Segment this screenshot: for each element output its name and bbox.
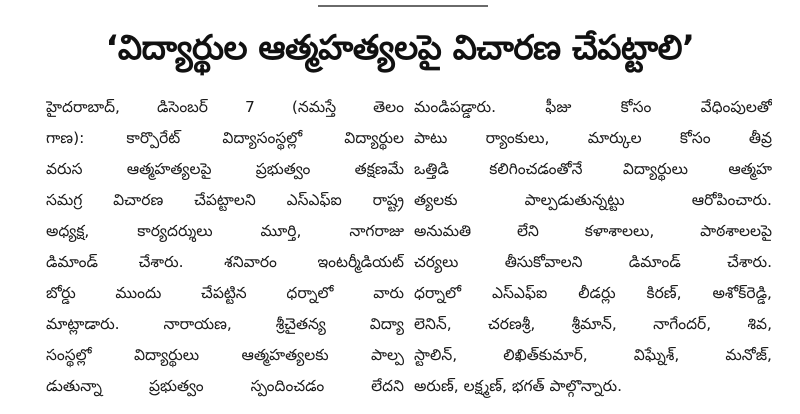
right-column <box>414 92 772 410</box>
body-line: స్టాలిన్, లిఖిత్‌కుమార్, విఘ్నేశ్, మనోజ్, <box>414 346 772 364</box>
body-line: ధర్నాలో ఎస్ఎఫ్ఐ లీడర్లు కిరణ్, అశోక్‌రెడ్డి, <box>414 284 772 302</box>
body-line: ఒత్తిడి కలిగించడంతోనే విద్యార్థులు ఆత్మహ <box>414 160 772 178</box>
body-line: గాణ): కార్పొరేట్ విద్యాసంస్థల్లో విద్యార్థుల <box>46 129 404 147</box>
body-line: చర్యలు తీసుకోవాలని డిమాండ్ చేశారు. <box>414 253 772 271</box>
body-line: మాట్లాడారు. నారాయణ, శ్రీచైతన్య విద్యా <box>46 315 404 333</box>
previous-article-edge <box>0 0 800 10</box>
body-line: త్యలకు పాల్పడుతున్నట్టు ఆరోపించారు. <box>414 191 772 209</box>
body-line: అనుమతి లేని కళాశాలలు, పాఠశాలలపై <box>414 222 772 240</box>
cropped-header-fragment <box>318 0 488 7</box>
body-line: హైదరాబాద్, డిసెంబర్ 7 (నమస్తే తెలం <box>46 98 404 116</box>
body-line: బోర్డు ముందు చేపట్టిన ధర్నాలో వారు <box>46 284 404 302</box>
article-headline: ‘విద్యార్థుల ఆత్మహత్యలపై విచారణ చేపట్టాలి’ <box>105 28 695 68</box>
left-column <box>46 92 404 410</box>
body-line: సమగ్ర విచారణ చేపట్టాలని ఎస్ఎఫ్ఐ రాష్ట్ర <box>46 191 404 209</box>
body-line: పాటు ర్యాంకులు, మార్కుల కోసం తీవ్ర <box>414 129 772 147</box>
body-line: డుతున్నా ప్రభుత్వం స్పందించడం లేదని <box>46 377 404 395</box>
body-line: మండిపడ్డారు. ఫీజు కోసం వేధింపులతో <box>414 98 772 116</box>
body-line: అధ్యక్ష, కార్యదర్శులు మూర్తి, నాగరాజు <box>46 222 404 240</box>
article-body <box>12 92 788 410</box>
body-line: సంస్థల్లో విద్యార్థులు ఆత్మహత్యలకు పాల్ప <box>46 346 404 364</box>
body-line: డిమాండ్ చేశారు. శనివారం ఇంటర్మీడియట్ <box>46 253 404 271</box>
body-line: లెనిన్, చరణశ్రీ, శ్రీమాన్, నాగేందర్, శివ, <box>414 315 772 333</box>
body-line: అరుణ్, లక్ష్మణ్, భగత్ పాల్గొన్నారు. <box>414 377 623 395</box>
body-line: వరుస ఆత్మహత్యలపై ప్రభుత్వం తక్షణమే <box>46 160 404 178</box>
